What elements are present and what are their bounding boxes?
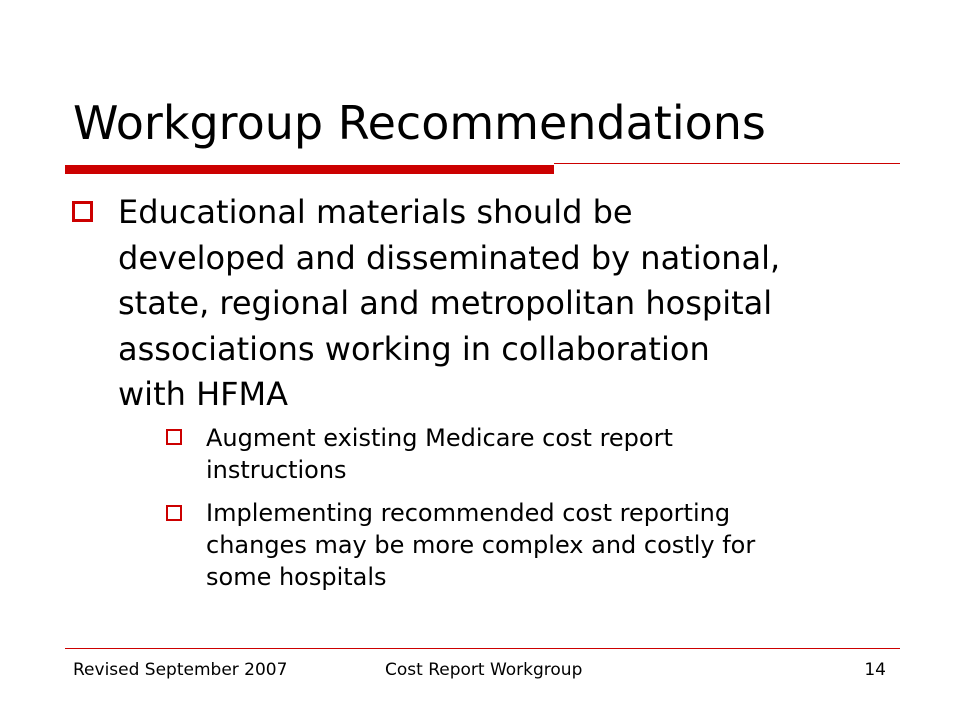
main-bullet-line: associations working in collaboration [118,329,710,368]
main-bullet-line: state, regional and metropolitan hospital [118,284,773,322]
footer-title: Cost Report Workgroup [385,660,583,680]
sub-bullet-text [206,422,896,486]
sub-bullet-line: Implementing recommended cost reporting [206,499,731,527]
hollow-square-bullet-icon [166,505,182,521]
footer-date: Revised September 2007 [73,660,288,680]
main-bullet-line: developed and disseminated by national, [118,238,781,277]
sub-bullet-text [206,497,896,593]
title-underline-thin [554,163,900,164]
sub-bullet-line: instructions [206,456,347,484]
sub-bullet-line: changes may be more complex and costly for [206,531,756,559]
main-bullet-text [118,190,908,418]
hollow-square-bullet-icon [72,201,93,222]
title-underline-thick [65,165,554,174]
hollow-square-bullet-icon [166,429,182,445]
sub-bullet-line: Augment existing Medicare cost report [206,424,673,452]
main-bullet-line: with HFMA [118,375,289,413]
sub-bullet-line: some hospitals [206,563,387,591]
main-bullet-line: Educational materials should be [118,193,633,231]
slide-title: Workgroup Recommendations [73,96,766,150]
page-number: 14 [864,660,886,680]
footer-divider [65,648,900,649]
